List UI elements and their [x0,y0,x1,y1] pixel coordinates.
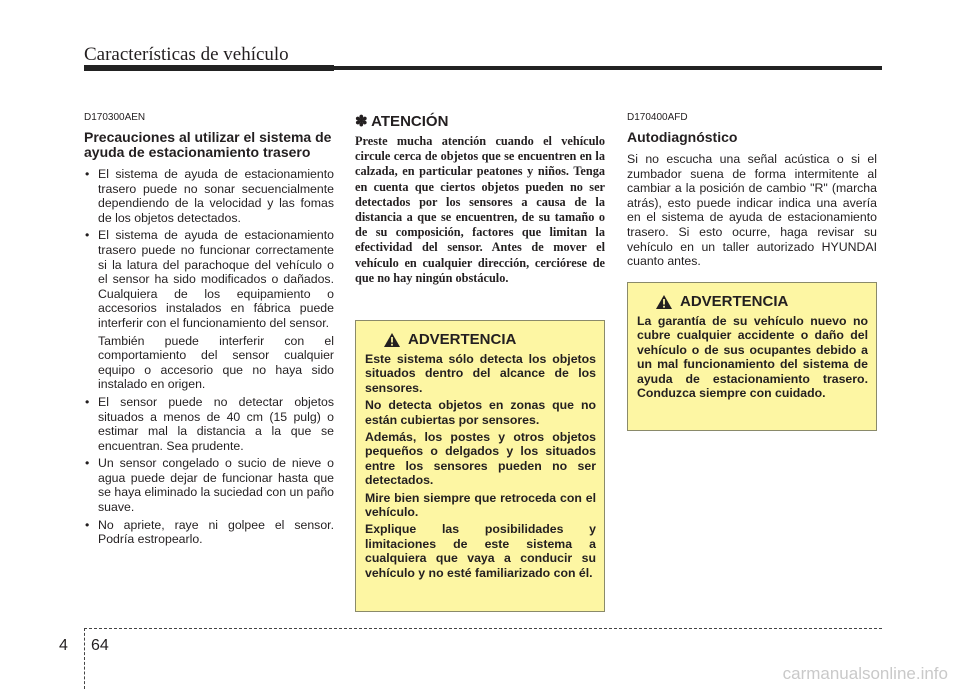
warning-header [383,331,596,348]
warning-title: ADVERTENCIA [408,331,517,348]
warning-header [655,293,868,310]
list-item: • No apriete, raye ni golpee el sensor. Podría estropearlo. [84,518,334,547]
section-heading: Autodiagnóstico [627,129,738,145]
column-attention [355,112,605,286]
list-item: • El sensor puede no detectar objetos situados a menos de 40 cm (15 pulg) o estimar mal la distancia a la que se encuentran. Sea prudente. [84,395,334,453]
warning-triangle-icon [655,294,673,310]
warning-paragraph: Explique las posibilidades y limitaciones de este sistema a cualquiera que vaya a conducir su vehículo y no esté familiarizado con él. [365,522,596,580]
warning-triangle-icon [383,332,401,348]
list-item: • El sistema de ayuda de estacionamiento trasero puede no sonar secuencialmente dependiendo de la velocidad y las fomas de los objetos detectados. [84,167,334,225]
page-number: 64 [91,637,109,654]
footer-rule [84,628,882,629]
footer-divider [84,628,85,689]
page-header-title: Características de vehículo [84,44,289,65]
warning-title: ADVERTENCIA [680,293,789,310]
warning-paragraph: Este sistema sólo detecta los objetos situados dentro del alcance de los sensores. [365,352,596,395]
section-heading: Precauciones al utilizar el sistema de ayuda de estacionamiento trasero [84,129,332,160]
warning-paragraph: Además, los postes y otros objetos pequeños o delgados y los situados entre los sensores pueden no ser detectados. [365,430,596,488]
header-rule [84,66,882,70]
section-code: D170300AEN [84,112,146,123]
watermark: carmanualsonline.info [782,664,948,683]
warning-paragraph: No detecta objetos en zonas que no están cubiertas por sensores. [365,398,596,427]
section-number: 4 [59,637,68,654]
warning-paragraph: La garantía de su vehículo nuevo no cubre cualquier accidente o daño del vehículo o de sus ocupantes debido a un mal funcionamiento del sistema de ayuda de estacionamiento trasero. Conduzca siempre con cuidado. [637,314,868,401]
section-body: Si no escucha una señal acústica o si el zumbador suena de forma intermitente al cambiar a la posición de cambio "R" (marcha atrás), esto puede indicar indica una avería en el sistema de ayuda de estacionamiento trasero. Si esto ocurre, haga revisar su vehículo en un taller autorizado HYUNDAI cuanto antes. [627,152,877,269]
list-item: • El sistema de ayuda de estacionamiento trasero puede no funcionar correctamente si la latura del parachoque del vehículo o el sensor ha sido modificados o dañados. Cualquiera de los equipamiento o accesorios instalados en fábrica puede interferir con el funcionamiento del sensor. [84,228,334,330]
precautions-list-cont [84,395,334,547]
column-self-diagnosis [627,112,877,272]
attention-body: Preste mucha atención cuando el vehículo circule cerca de objetos que se encuentren en la calzada, en particular peatones y niños. Tenga en cuenta que ciertos objetos pueden no ser detectados por los sensores a causa de la distancia a que se encuentren, de su tamaño o de su composición, factores que limitan la efectividad del sensor. Antes de mover el vehículo en cualquier dirección, cerciórese de que no hay ningún obstáculo. [355,134,605,285]
warning-box-sensors [355,320,605,612]
column-precautions [84,112,334,550]
list-item-continuation: También puede interferir con el comportamiento del sensor cualquier equipo o accesorio que no haya sido instalado en origen. [98,333,334,392]
precautions-list [84,167,334,331]
warning-box-warranty [627,282,877,431]
attention-title: ✽ ATENCIÓN [355,113,449,130]
section-code: D170400AFD [627,112,688,123]
list-item: • Un sensor congelado o sucio de nieve o agua puede dejar de funcionar hasta que se haya eliminado la suciedad con un paño suave. [84,456,334,514]
warning-paragraph: Mire bien siempre que retroceda con el vehículo. [365,490,596,520]
